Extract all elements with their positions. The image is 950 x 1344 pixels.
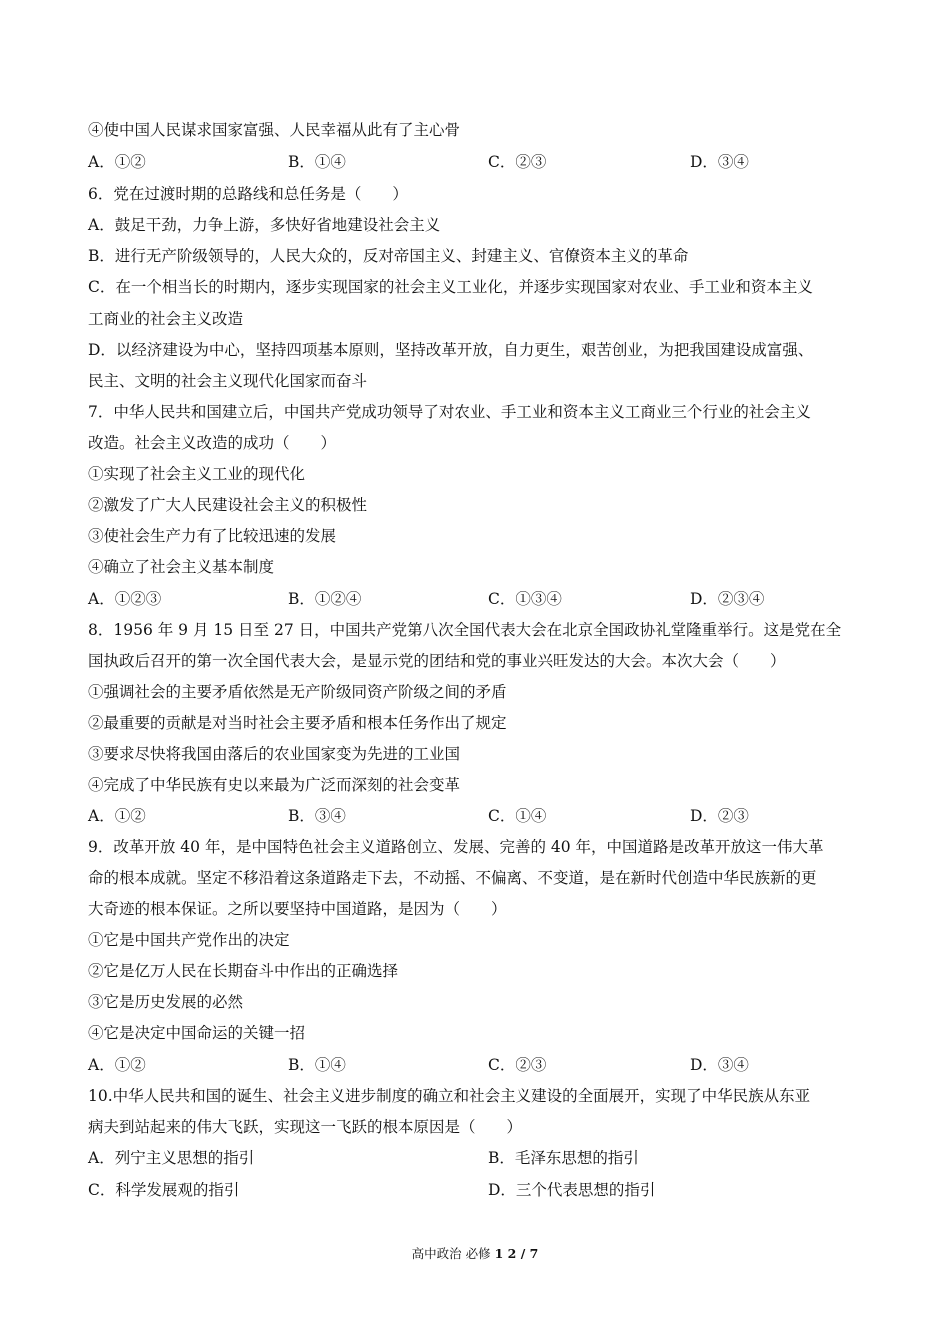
question-8-stem: 8．1956 年 9 月 15 日至 27 日，中国共产党第八次全国代表大会在北京全国政协礼堂隆重举行。这是党在全 <box>88 621 842 639</box>
option-d-q9[interactable]: D．③④ <box>690 1056 749 1074</box>
statement-3-q7: ③使社会生产力有了比较迅速的发展 <box>88 527 337 545</box>
option-a-q5[interactable]: A．①② <box>88 153 146 171</box>
option-a-q9[interactable]: A．①② <box>88 1056 146 1074</box>
statement-4-q7: ④确立了社会主义基本制度 <box>88 558 275 576</box>
option-c-q9[interactable]: C．②③ <box>488 1056 547 1074</box>
page-footer <box>0 1246 950 1262</box>
question-10-stem: 10.中华人民共和国的诞生、社会主义进步制度的确立和社会主义建设的全面展开，实现了中华民族从东亚 <box>88 1087 811 1105</box>
statement-4-q8: ④完成了中华民族有史以来最为广泛而深刻的社会变革 <box>88 776 461 794</box>
option-c-q6-cont: 工商业的社会主义改造 <box>88 310 244 328</box>
option-a-q10[interactable]: A．列宁主义思想的指引 <box>88 1149 255 1167</box>
option-b-q10[interactable]: B．毛泽东思想的指引 <box>488 1149 639 1167</box>
option-b-q5[interactable]: B．①④ <box>288 153 346 171</box>
option-a-q6[interactable]: A．鼓足干劲，力争上游，多快好省地建设社会主义 <box>88 216 441 234</box>
option-b-q7[interactable]: B．①②④ <box>288 590 362 608</box>
option-c-q6[interactable]: C．在一个相当长的时期内，逐步实现国家的社会主义工业化，并逐步实现国家对农业、手工业和资本主义 <box>88 278 813 296</box>
statement-3-q9: ③它是历史发展的必然 <box>88 993 244 1011</box>
statement-2-q7: ②激发了广大人民建设社会主义的积极性 <box>88 496 368 514</box>
statement-2-q9: ②它是亿万人民在长期奋斗中作出的正确选择 <box>88 962 399 980</box>
statement-4-q5: ④使中国人民谋求国家富强、人民幸福从此有了主心骨 <box>88 121 461 139</box>
option-b-q8[interactable]: B．③④ <box>288 807 346 825</box>
option-d-q5[interactable]: D．③④ <box>690 153 749 171</box>
question-6-stem: 6．党在过渡时期的总路线和总任务是（ ） <box>88 185 408 203</box>
option-c-q10[interactable]: C．科学发展观的指引 <box>88 1181 240 1199</box>
statement-4-q9: ④它是决定中国命运的关键一招 <box>88 1024 306 1042</box>
option-d-q6[interactable]: D．以经济建设为中心，坚持四项基本原则，坚持改革开放，自力更生，艰苦创业，为把我国建设成富强、 <box>88 341 814 359</box>
page-number: 1 2 / 7 <box>494 1246 539 1261</box>
question-7-stem: 7．中华人民共和国建立后，中国共产党成功领导了对农业、手工业和资本主义工商业三个行业的社会主义 <box>88 403 811 421</box>
option-d-q8[interactable]: D．②③ <box>690 807 749 825</box>
option-c-q7[interactable]: C．①③④ <box>488 590 562 608</box>
option-c-q8[interactable]: C．①④ <box>488 807 547 825</box>
question-9-stem: 9．改革开放 40 年，是中国特色社会主义道路创立、发展、完善的 40 年，中国道路是改革开放这一伟大革 <box>88 838 824 856</box>
option-d-q7[interactable]: D．②③④ <box>690 590 765 608</box>
statement-1-q8: ①强调社会的主要矛盾依然是无产阶级同资产阶级之间的矛盾 <box>88 683 507 701</box>
footer-label: 高中政治 必修 <box>411 1246 495 1261</box>
statement-3-q8: ③要求尽快将我国由落后的农业国家变为先进的工业国 <box>88 745 461 763</box>
question-8-stem-cont: 国执政后召开的第一次全国代表大会，是显示党的团结和党的事业兴旺发达的大会。本次大会（ ） <box>88 652 786 670</box>
option-b-q6[interactable]: B．进行无产阶级领导的，人民大众的，反对帝国主义、封建主义、官僚资本主义的革命 <box>88 247 689 265</box>
option-d-q10[interactable]: D．三个代表思想的指引 <box>488 1181 656 1199</box>
option-d-q6-cont: 民主、文明的社会主义现代化国家而奋斗 <box>88 372 368 390</box>
question-7-stem-cont: 改造。社会主义改造的成功（ ） <box>88 434 337 452</box>
statement-1-q9: ①它是中国共产党作出的决定 <box>88 931 290 949</box>
option-a-q8[interactable]: A．①② <box>88 807 146 825</box>
question-10-stem-cont: 病夫到站起来的伟大飞跃，实现这一飞跃的根本原因是（ ） <box>88 1118 523 1136</box>
statement-2-q8: ②最重要的贡献是对当时社会主要矛盾和根本任务作出了规定 <box>88 714 507 732</box>
statement-1-q7: ①实现了社会主义工业的现代化 <box>88 465 306 483</box>
question-9-stem-cont1: 命的根本成就。坚定不移沿着这条道路走下去，不动摇、不偏离、不变道，是在新时代创造中华民族新的更 <box>88 869 817 887</box>
option-a-q7[interactable]: A．①②③ <box>88 590 162 608</box>
question-9-stem-cont2: 大奇迹的根本保证。之所以要坚持中国道路，是因为（ ） <box>88 900 507 918</box>
option-c-q5[interactable]: C．②③ <box>488 153 547 171</box>
option-b-q9[interactable]: B．①④ <box>288 1056 346 1074</box>
